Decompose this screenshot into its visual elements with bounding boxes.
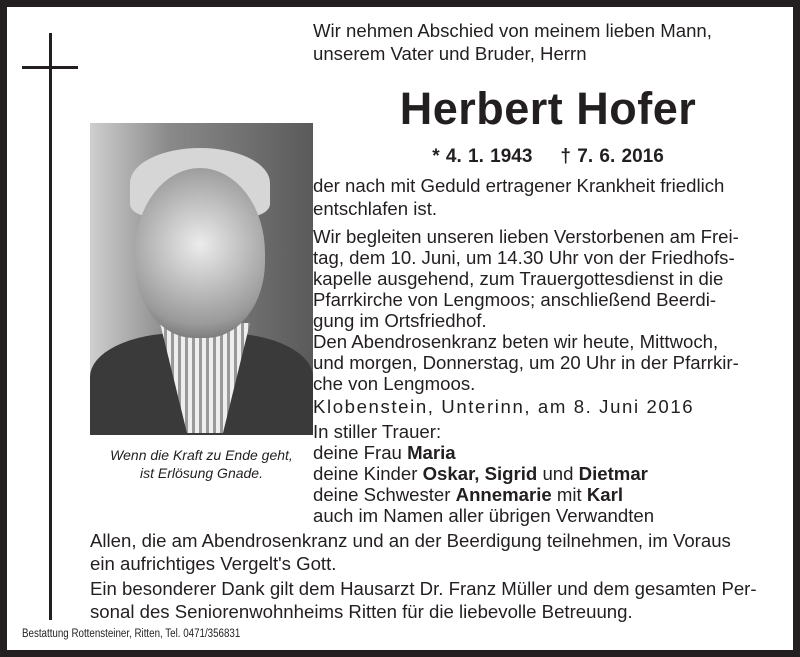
funeral-home-footer: Bestattung Rottensteiner, Ritten, Tel. 0471/356831: [22, 628, 241, 640]
paragraph-passing: [313, 175, 783, 220]
mourner-name: Maria: [407, 442, 456, 463]
text: mit: [551, 484, 587, 505]
text-line: Den Abendrosenkranz beten wir heute, Mittwoch,: [313, 331, 719, 352]
text: und: [537, 463, 579, 484]
caption-line: Wenn die Kraft zu Ende geht,: [110, 447, 293, 463]
text-line: Pfarrkirche von Lengmoos; anschließend Beerdi-: [313, 289, 717, 310]
text-line: [313, 484, 783, 505]
text-line: ein aufrichtiges Vergelt's Gott.: [90, 552, 337, 574]
birth-date: * 4. 1. 1943: [432, 146, 533, 167]
paragraph-funeral: [313, 226, 783, 394]
cross-icon-bar: [22, 66, 78, 69]
intro-line: unserem Vater und Bruder, Herrn: [313, 42, 587, 64]
text-line: auch im Namen aller übrigen Verwandten: [313, 505, 655, 526]
text-line: Allen, die am Abendrosenkranz und an der Beerdigung teilnehmen, im Voraus: [90, 530, 731, 551]
text-line: tag, dem 10. Juni, um 14.30 Uhr von der Friedhofs-: [313, 247, 735, 268]
text-line: [313, 463, 783, 484]
special-thanks-paragraph: [90, 578, 783, 623]
mourner-name: Oskar, Sigrid: [422, 463, 538, 484]
place-date: Klobenstein, Unterinn, am 8. Juni 2016: [313, 396, 695, 417]
deceased-name: Herbert Hofer: [399, 83, 697, 134]
cross-icon: [49, 33, 52, 620]
death-date: † 7. 6. 2016: [560, 146, 664, 167]
text-line: gung im Ortsfriedhof.: [313, 310, 487, 331]
text-line: che von Lengmoos.: [313, 373, 476, 394]
mourner-name: Annemarie: [455, 484, 552, 505]
text-line: Ein besonderer Dank gilt dem Hausarzt Dr. Franz Müller und dem gesamten Per-: [90, 578, 757, 599]
text-line: Wir begleiten unseren lieben Verstorbenen am Frei-: [313, 226, 739, 247]
caption-line: ist Erlösung Gnade.: [140, 465, 263, 481]
thanks-paragraph: [90, 530, 783, 575]
intro-text: [313, 20, 783, 65]
text-line: entschlafen ist.: [313, 197, 438, 219]
text-line: kapelle ausgehend, zum Trauergottesdienst in die: [313, 268, 724, 289]
text-line: der nach mit Geduld ertragener Krankheit friedlich: [313, 175, 725, 196]
text-line: [313, 442, 783, 463]
text-line: In stiller Trauer:: [313, 421, 442, 442]
mourner-name: Karl: [586, 484, 624, 505]
text-line: sonal des Seniorenwohnheims Ritten für die liebevolle Betreuung.: [90, 600, 633, 622]
text: deine Frau: [313, 442, 408, 463]
mourner-name: Dietmar: [578, 463, 648, 484]
intro-line: Wir nehmen Abschied von meinem lieben Mann,: [313, 20, 712, 41]
text-line: und morgen, Donnerstag, um 20 Uhr in der Pfarrkir-: [313, 352, 739, 373]
portrait-photo: [90, 123, 313, 435]
photo-caption: [90, 446, 313, 482]
text: deine Schwester: [313, 484, 456, 505]
mourners: [313, 421, 783, 526]
text: deine Kinder: [313, 463, 423, 484]
life-dates: [313, 146, 783, 168]
